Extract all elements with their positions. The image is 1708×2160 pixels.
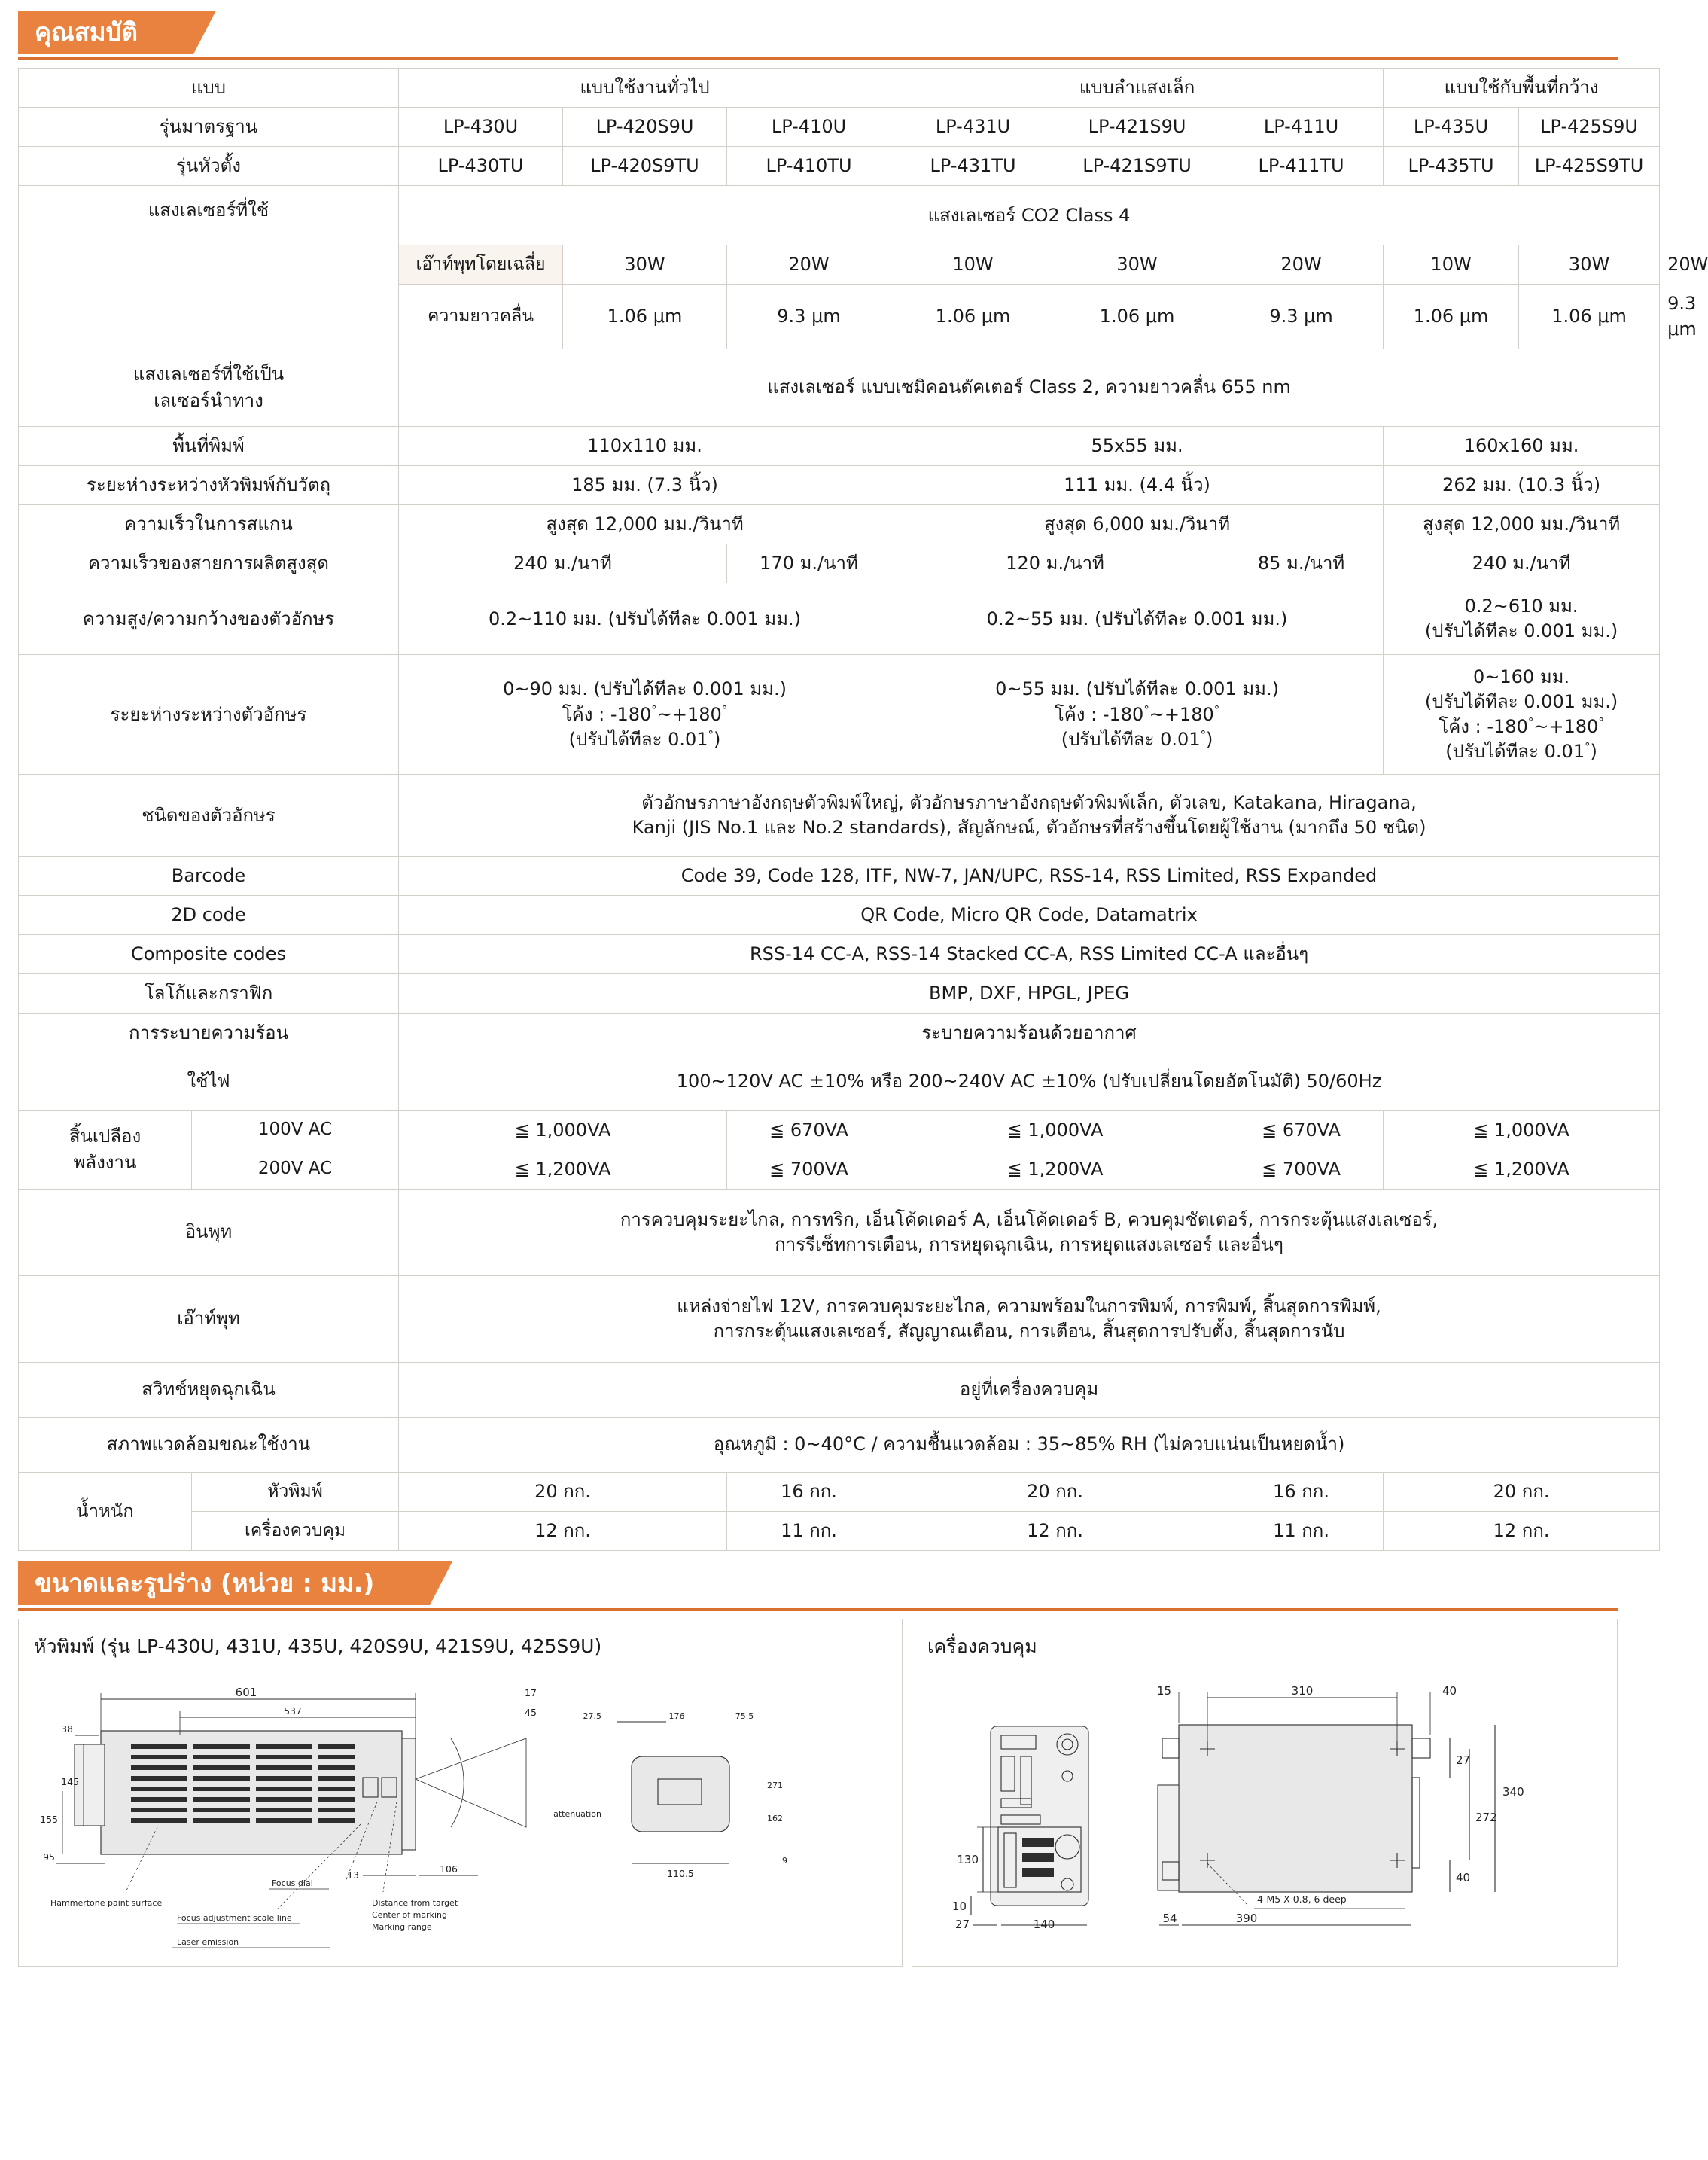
- model-cell: LP-425S9TU: [1519, 147, 1660, 186]
- row-label-composite-codes: Composite codes: [19, 935, 399, 974]
- dim-40-side: 40: [1456, 1871, 1471, 1885]
- consumption-cell: ≦ 700VA: [727, 1150, 891, 1189]
- dim-40-top: 40: [1442, 1684, 1457, 1698]
- model-cell: LP-431U: [891, 108, 1055, 147]
- table-row-emergency-switch: [19, 1362, 1660, 1417]
- specs-banner-label: คุณสมบัติ: [18, 11, 193, 54]
- printhead-drawing: [29, 1666, 891, 1960]
- dimensions-section-banner: [18, 1561, 1618, 1611]
- model-cell: LP-420S9U: [563, 108, 727, 147]
- curve-mid-s: ~+180: [1149, 703, 1214, 725]
- dim-110-5: 110.5: [667, 1868, 694, 1880]
- dim-17: 17: [525, 1687, 537, 1699]
- weight-cell: 12 กก.: [399, 1511, 727, 1550]
- note-distance-target: Distance from target: [372, 1898, 458, 1909]
- dim-38: 38: [61, 1723, 73, 1735]
- char-spacing-wide: [1384, 655, 1660, 775]
- deg-sym: °: [1598, 715, 1604, 730]
- working-distance-general: 185 มม. (7.3 นิ้ว): [399, 465, 891, 504]
- scan-speed-small: สูงสุด 6,000 มม./วินาที: [891, 504, 1384, 544]
- dim-340: 340: [1502, 1785, 1524, 1799]
- dim-145: 145: [61, 1776, 79, 1788]
- consumption-cell: ≦ 670VA: [727, 1110, 891, 1150]
- controller-drawing: [923, 1666, 1606, 1960]
- char-spacing-wide-l2: (ปรับได้ทีละ 0.001 มม.): [1424, 690, 1618, 712]
- model-cell: LP-420S9TU: [563, 147, 727, 186]
- weight-cell: 20 กก.: [399, 1472, 727, 1511]
- dim-537: 537: [284, 1705, 302, 1717]
- table-row-guide-laser: [19, 349, 1660, 426]
- char-spacing-wide-l3: [1439, 716, 1603, 737]
- print-area-wide: 160x160 มม.: [1384, 426, 1660, 465]
- model-cell: LP-435TU: [1384, 147, 1519, 186]
- wavelength-cell: 1.06 μm: [891, 285, 1055, 349]
- char-type-value: [399, 775, 1660, 857]
- note-focus-scale: Focus adjustment scale line: [177, 1913, 292, 1924]
- dim-140: 140: [1033, 1918, 1055, 1932]
- note-center-marking: Center of marking: [372, 1910, 447, 1921]
- note-thread: 4-M5 X 0.8, 6 deep: [1257, 1893, 1347, 1906]
- note-hammertone: Hammertone paint surface: [50, 1898, 163, 1909]
- dim-10: 10: [951, 1900, 967, 1914]
- laser-used-value: แสงเลเซอร์ CO2 Class 4: [399, 186, 1660, 245]
- code-2d-value: QR Code, Micro QR Code, Datamatrix: [399, 896, 1660, 935]
- table-row-barcode: [19, 857, 1660, 896]
- row-label-laser-used: แสงเลเซอร์ที่ใช้: [19, 186, 399, 349]
- consumption-label-l1: สิ้นเปลือง: [69, 1126, 142, 1147]
- consumption-cell: ≦ 1,000VA: [1384, 1110, 1660, 1150]
- step-post-w: ): [1590, 741, 1597, 763]
- deg-sym: °: [708, 727, 714, 742]
- table-row-weight-head: [19, 1472, 1660, 1511]
- consumption-cell: ≦ 1,000VA: [399, 1110, 727, 1150]
- consumption-cell: ≦ 1,200VA: [1384, 1150, 1660, 1189]
- char-size-small: 0.2~55 มม. (ปรับได้ทีละ 0.001 มม.): [891, 583, 1384, 655]
- row-label-100v: 100V AC: [192, 1110, 399, 1150]
- dim-75-5: 75.5: [735, 1711, 754, 1722]
- banner-rule: [18, 57, 1618, 60]
- controller-svg: [923, 1666, 1604, 1952]
- dim-15: 15: [1156, 1684, 1171, 1698]
- input-line2: การรีเซ็ทการเตือน, การหยุดฉุกเฉิน, การหยุดแสงเลเซอร์ และอื่นๆ: [775, 1233, 1283, 1255]
- controller-drawing-box: [912, 1619, 1618, 1967]
- dimension-drawings: [18, 1619, 1618, 1967]
- curve-pre-g: โค้ง : -180: [562, 703, 652, 725]
- row-label-char-spacing: ระยะห่างระหว่างตัวอักษร: [19, 655, 399, 775]
- row-label-consumption: [19, 1110, 192, 1189]
- table-row-head-model: [19, 147, 1660, 186]
- model-cell: LP-410U: [727, 108, 891, 147]
- row-label-200v: 200V AC: [192, 1150, 399, 1189]
- cooling-value: ระบายความร้อนด้วยอากาศ: [399, 1013, 1660, 1053]
- consumption-label-l2: พลังงาน: [73, 1152, 137, 1174]
- dim-45: 45: [525, 1707, 537, 1719]
- row-label-weight-controller: เครื่องควบคุม: [192, 1511, 399, 1550]
- row-label-head-model: รุ่นหัวตั้ง: [19, 147, 399, 186]
- working-distance-wide: 262 มม. (10.3 นิ้ว): [1384, 465, 1660, 504]
- char-spacing-small-l1: 0~55 มม. (ปรับได้ทีละ 0.001 มม.): [995, 678, 1279, 700]
- specs-section-banner: [18, 11, 1618, 60]
- model-cell: LP-425S9U: [1519, 108, 1660, 147]
- table-row-output: [19, 1275, 1660, 1362]
- power-supply-value: 100~120V AC ±10% หรือ 200~240V AC ±10% (ปรับเปลี่ยนโดยอัตโนมัติ) 50/60Hz: [399, 1053, 1660, 1110]
- table-row-working-distance: [19, 465, 1660, 504]
- output-cell: 20W: [1219, 245, 1384, 285]
- weight-cell: 12 กก.: [891, 1511, 1219, 1550]
- step-post-g: ): [713, 728, 721, 750]
- guide-laser-label-line2: เลเซอร์นำทาง: [154, 389, 263, 411]
- printhead-caption: หัวพิมพ์ (รุ่น LP-430U, 431U, 435U, 420S9U, 421S9U, 425S9U): [34, 1635, 602, 1658]
- weight-cell: 16 กก.: [727, 1472, 891, 1511]
- curve-mid-g: ~+180: [656, 703, 722, 725]
- model-cell: LP-431TU: [891, 147, 1055, 186]
- line-speed-cell: 120 ม./นาที: [891, 544, 1219, 583]
- output-line2: การกระตุ้นแสงเลเซอร์, สัญญาณเตือน, การเตือน, สิ้นสุดการปรับตั้ง, สิ้นสุดการนับ: [713, 1320, 1345, 1342]
- scan-speed-general: สูงสุด 12,000 มม./วินาที: [399, 504, 891, 544]
- deg-sym: °: [651, 702, 657, 717]
- group-small-beam: แบบลำแสงเล็ก: [891, 69, 1384, 108]
- wavelength-cell: 9.3 μm: [727, 285, 891, 349]
- table-row-char-size: [19, 583, 1660, 655]
- row-label-scan-speed: ความเร็วในการสแกน: [19, 504, 399, 544]
- dim-13: 13: [347, 1869, 359, 1881]
- char-spacing-general-l1: 0~90 มม. (ปรับได้ทีละ 0.001 มม.): [503, 678, 787, 700]
- row-label-environment: สภาพแวดล้อมขณะใช้งาน: [19, 1417, 399, 1472]
- wavelength-cell: 1.06 μm: [1055, 285, 1219, 349]
- model-cell: LP-411TU: [1219, 147, 1384, 186]
- line-speed-cell: 240 ม./นาที: [399, 544, 727, 583]
- row-label-print-area: พื้นที่พิมพ์: [19, 426, 399, 465]
- row-label-emergency-switch: สวิทช์หยุดฉุกเฉิน: [19, 1362, 399, 1417]
- char-spacing-general-l3: [569, 729, 721, 750]
- output-value: [399, 1275, 1660, 1362]
- barcode-value: Code 39, Code 128, ITF, NW-7, JAN/UPC, RSS-14, RSS Limited, RSS Expanded: [399, 857, 1660, 896]
- weight-cell: 12 กก.: [1384, 1511, 1660, 1550]
- consumption-cell: ≦ 670VA: [1219, 1110, 1384, 1150]
- row-label-power-supply: ใช้ไฟ: [19, 1053, 399, 1110]
- deg-sym: °: [1585, 740, 1591, 754]
- table-row-power-supply: [19, 1053, 1660, 1110]
- dim-54: 54: [1162, 1912, 1177, 1926]
- dim-390: 390: [1235, 1912, 1258, 1926]
- output-cell: 20W: [727, 245, 891, 285]
- deg-sym: °: [1200, 727, 1207, 742]
- dim-95: 95: [43, 1851, 55, 1863]
- model-cell: LP-430TU: [399, 147, 563, 186]
- banner-rule: [18, 1608, 1618, 1611]
- step-pre-g: (ปรับได้ทีละ 0.01: [568, 728, 708, 750]
- weight-cell: 16 กก.: [1219, 1472, 1384, 1511]
- table-row-2d-code: [19, 896, 1660, 935]
- scan-speed-wide: สูงสุด 12,000 มม./วินาที: [1384, 504, 1660, 544]
- specifications-table: [18, 68, 1708, 1551]
- row-label-char-size: ความสูง/ความกว้างของตัวอักษร: [19, 583, 399, 655]
- consumption-cell: ≦ 1,000VA: [891, 1110, 1219, 1150]
- row-label-logo-graphic: โลโก้และกราฟิก: [19, 974, 399, 1013]
- row-label-2d-code: 2D code: [19, 896, 399, 935]
- row-label-cooling: การระบายความร้อน: [19, 1013, 399, 1053]
- table-row-logo-graphic: [19, 974, 1660, 1013]
- char-size-wide-line2: (ปรับได้ทีละ 0.001 มม.): [1424, 620, 1618, 642]
- dim-106: 106: [440, 1863, 458, 1875]
- deg-sym: °: [1527, 715, 1534, 730]
- line-speed-cell: 240 ม./นาที: [1384, 544, 1660, 583]
- char-size-wide-line1: 0.2~610 มม.: [1464, 595, 1579, 617]
- curve-pre-w: โค้ง : -180: [1439, 716, 1528, 738]
- dim-176: 176: [668, 1711, 685, 1722]
- group-general: แบบใช้งานทั่วไป: [399, 69, 891, 108]
- char-size-general: 0.2~110 มม. (ปรับได้ทีละ 0.001 มม.): [399, 583, 891, 655]
- wavelength-cell: 9.3 μm: [1219, 285, 1384, 349]
- composite-value: RSS-14 CC-A, RSS-14 Stacked CC-A, RSS Limited CC-A และอื่นๆ: [399, 935, 1660, 974]
- char-spacing-wide-l4: [1445, 741, 1597, 762]
- wavelength-cell: 1.06 μm: [563, 285, 727, 349]
- table-row-line-speed: [19, 544, 1660, 583]
- row-label-line-speed: ความเร็วของสายการผลิตสูงสุด: [19, 544, 399, 583]
- dim-27-front: 27: [954, 1918, 970, 1932]
- consumption-cell: ≦ 700VA: [1219, 1150, 1384, 1189]
- char-spacing-wide-l1: 0~160 มม.: [1473, 666, 1570, 687]
- weight-cell: 11 กก.: [1219, 1511, 1384, 1550]
- model-cell: LP-421S9TU: [1055, 147, 1219, 186]
- table-row-char-spacing: [19, 655, 1660, 775]
- char-spacing-small-l3: [1061, 729, 1213, 750]
- char-spacing-general: [399, 655, 891, 775]
- table-row-environment: [19, 1417, 1660, 1472]
- row-label-guide-laser: [19, 349, 399, 426]
- input-line1: การควบคุมระยะไกล, การทริก, เอ็นโค้ดเดอร์ A, เอ็นโค้ดเดอร์ B, ควบคุมชัตเตอร์, การกระตุ้นแสงเลเซอร์,: [620, 1208, 1439, 1230]
- printhead-svg: [29, 1666, 887, 1952]
- print-area-general: 110x110 มม.: [399, 426, 891, 465]
- dim-272: 272: [1475, 1811, 1497, 1825]
- dim-130: 130: [957, 1853, 979, 1867]
- step-pre-w: (ปรับได้ทีละ 0.01: [1445, 741, 1585, 763]
- dim-27-side: 27: [1456, 1753, 1471, 1768]
- output-cell: 30W: [563, 245, 727, 285]
- output-cell: 10W: [891, 245, 1055, 285]
- row-label-working-distance: ระยะห่างระหว่างหัวพิมพ์กับวัตถุ: [19, 465, 399, 504]
- logo-graphic-value: BMP, DXF, HPGL, JPEG: [399, 974, 1660, 1013]
- dim-155: 155: [40, 1814, 58, 1826]
- guide-laser-value: แสงเลเซอร์ แบบเซมิคอนดัคเตอร์ Class 2, ความยาวคลื่น 655 nm: [399, 349, 1660, 426]
- row-label-standard-model: รุ่นมาตรฐาน: [19, 108, 399, 147]
- row-label-wavelength: ความยาวคลื่น: [399, 285, 563, 349]
- row-label-char-type: ชนิดของตัวอักษร: [19, 775, 399, 857]
- dim-271: 271: [767, 1781, 783, 1791]
- spec-sheet-page: [0, 11, 1708, 1974]
- table-row-input: [19, 1189, 1660, 1275]
- wavelength-cell: 1.06 μm: [1384, 285, 1519, 349]
- model-cell: LP-430U: [399, 108, 563, 147]
- table-row-cooling: [19, 1013, 1660, 1053]
- weight-cell: 20 กก.: [891, 1472, 1219, 1511]
- input-value: [399, 1189, 1660, 1275]
- row-label-output: เอ๊าท์พุท: [19, 1275, 399, 1362]
- table-row-weight-controller: [19, 1511, 1660, 1550]
- row-label-weight-head: หัวพิมพ์: [192, 1472, 399, 1511]
- model-cell: LP-410TU: [727, 147, 891, 186]
- table-row-scan-speed: [19, 504, 1660, 544]
- consumption-cell: ≦ 1,200VA: [399, 1150, 727, 1189]
- weight-cell: 11 กก.: [727, 1511, 891, 1550]
- controller-caption: เครื่องควบคุม: [927, 1635, 1037, 1658]
- print-area-small: 55x55 มม.: [891, 426, 1384, 465]
- table-row-composite-codes: [19, 935, 1660, 974]
- table-row-avg-output: เอ๊าท์พุทโดยเฉลี่ย 30W 20W 10W 30W 20W 10W 30W 20W: [19, 245, 1660, 285]
- line-speed-cell: 85 ม./นาที: [1219, 544, 1384, 583]
- model-cell: LP-421S9U: [1055, 108, 1219, 147]
- char-spacing-general-l2: [562, 704, 727, 725]
- row-label-weight: น้ำหนัก: [19, 1472, 192, 1550]
- table-row-wavelength: ความยาวคลื่น 1.06 μm 9.3 μm 1.06 μm 1.06 μm 9.3 μm 1.06 μm 1.06 μm 9.3 μm: [19, 285, 1660, 349]
- row-label-barcode: Barcode: [19, 857, 399, 896]
- dim-310: 310: [1291, 1684, 1314, 1698]
- group-wide-area: แบบใช้กับพื้นที่กว้าง: [1384, 69, 1660, 108]
- deg-sym: °: [721, 702, 728, 717]
- dim-275: 27.5: [583, 1711, 601, 1722]
- note-laser-emission: Laser emission: [177, 1937, 239, 1948]
- output-cell: 10W: [1384, 245, 1519, 285]
- output-cell: 30W: [1519, 245, 1660, 285]
- step-pre-s: (ปรับได้ทีละ 0.01: [1061, 728, 1201, 750]
- table-row-consumption-100v: [19, 1110, 1660, 1150]
- model-cell: LP-435U: [1384, 108, 1519, 147]
- char-size-wide: [1384, 583, 1660, 655]
- note-marking-range: Marking range: [372, 1922, 432, 1933]
- weight-cell: 20 กก.: [1384, 1472, 1660, 1511]
- note-focus-dial: Focus dial: [272, 1878, 313, 1889]
- char-spacing-small: [891, 655, 1384, 775]
- line-speed-cell: 170 ม./นาที: [727, 544, 891, 583]
- note-attenuation: attenuation: [553, 1809, 601, 1820]
- row-label-avg-output: เอ๊าท์พุทโดยเฉลี่ย: [399, 245, 563, 285]
- environment-value: อุณหภูมิ : 0~40°C / ความชื้นแวดล้อม : 35~85% RH (ไม่ควบแน่นเป็นหยดน้ำ): [399, 1417, 1660, 1472]
- dim-9: 9: [782, 1856, 787, 1866]
- table-row-char-type: [19, 775, 1660, 857]
- dim-601: 601: [235, 1686, 257, 1700]
- char-type-line2: Kanji (JIS No.1 และ No.2 standards), สัญลักษณ์, ตัวอักษรที่สร้างขึ้นโดยผู้ใช้งาน (มากถึง 50 ชนิด): [632, 817, 1426, 839]
- dimensions-banner-label: ขนาดและรูปร่าง (หน่วย : มม.): [18, 1561, 430, 1605]
- table-row-standard-model: [19, 108, 1660, 147]
- char-spacing-small-l2: [1055, 704, 1219, 725]
- consumption-cell: ≦ 1,200VA: [891, 1150, 1219, 1189]
- model-cell: LP-411U: [1219, 108, 1384, 147]
- row-label-input: อินพุท: [19, 1189, 399, 1275]
- table-row-print-area: [19, 426, 1660, 465]
- step-post-s: ): [1206, 728, 1213, 750]
- output-line1: แหล่งจ่ายไฟ 12V, การควบคุมระยะไกล, ความพร้อมในการพิมพ์, การพิมพ์, สิ้นสุดการพิมพ์,: [677, 1295, 1381, 1317]
- table-row-type: [19, 69, 1660, 108]
- wavelength-cell: 1.06 μm: [1519, 285, 1660, 349]
- deg-sym: °: [1213, 702, 1220, 717]
- table-row-laser-used: [19, 186, 1660, 245]
- curve-pre-s: โค้ง : -180: [1054, 703, 1144, 725]
- curve-mid-w: ~+180: [1533, 716, 1599, 738]
- emergency-switch-value: อยู่ที่เครื่องควบคุม: [399, 1362, 1660, 1417]
- working-distance-small: 111 มม. (4.4 นิ้ว): [891, 465, 1384, 504]
- row-label-type: แบบ: [19, 69, 399, 108]
- dim-162: 162: [767, 1814, 783, 1824]
- char-type-line1: ตัวอักษรภาษาอังกฤษตัวพิมพ์ใหญ่, ตัวอักษรภาษาอังกฤษตัวพิมพ์เล็ก, ตัวเลข, Katakana, Hiragana,: [641, 791, 1417, 813]
- table-row-consumption-200v: [19, 1150, 1660, 1189]
- printhead-drawing-box: [18, 1619, 903, 1967]
- deg-sym: °: [1143, 702, 1149, 717]
- guide-laser-label-line1: แสงเลเซอร์ที่ใช้เป็น: [132, 363, 285, 385]
- output-cell: 30W: [1055, 245, 1219, 285]
